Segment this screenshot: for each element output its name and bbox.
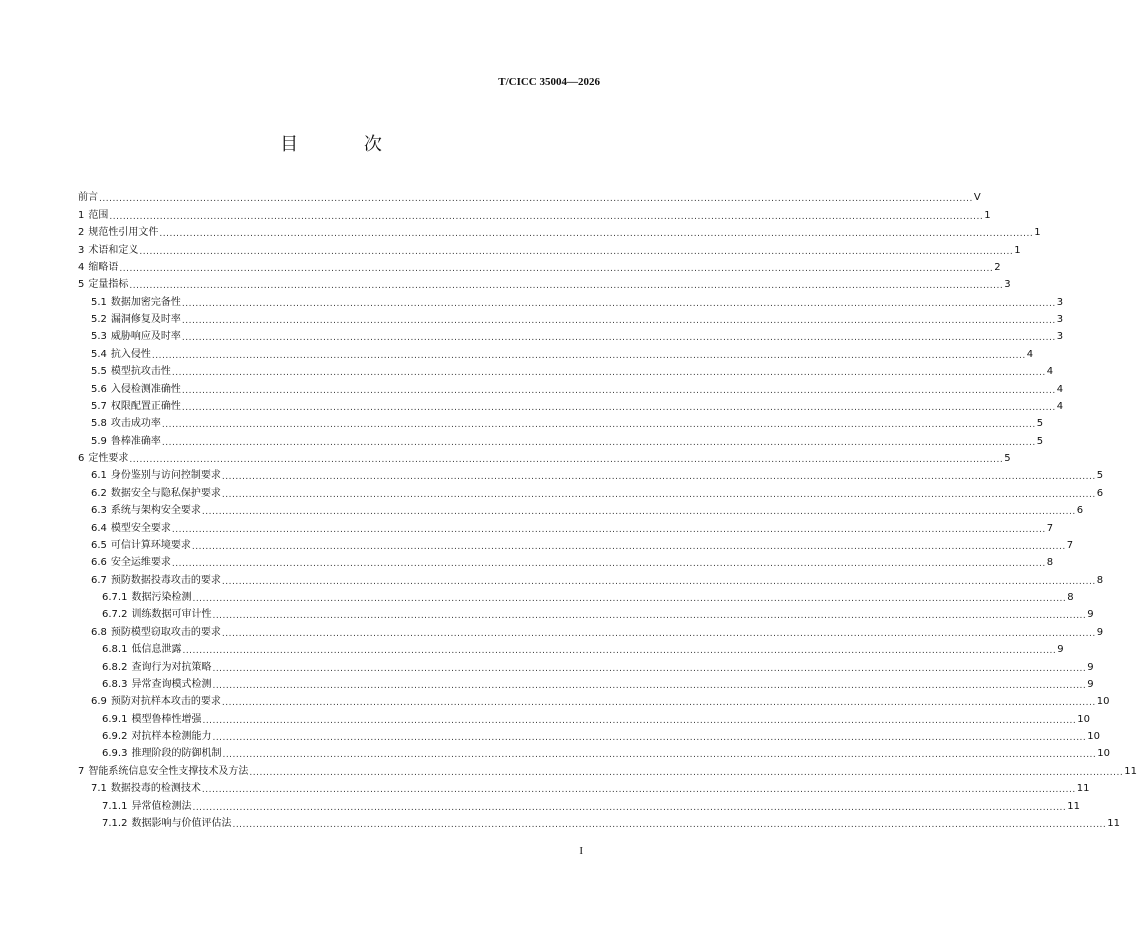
- toc-entry-label: [91, 575, 221, 587]
- dot-leader: ....................................................................................................................................................................................................................................................................: [202, 715, 1077, 726]
- toc-entry-label: [91, 401, 181, 413]
- toc-entry-text: 模型安全要求: [110, 522, 171, 534]
- dot-leader: ....................................................................................................................................................................................................................................................................: [161, 420, 1036, 431]
- toc-entry[interactable]: [78, 222, 1041, 240]
- toc-entry-number: 5.6: [91, 383, 107, 395]
- toc-entry-page: 10: [1097, 748, 1111, 760]
- dot-leader: ....................................................................................................................................................................................................................................................................: [129, 281, 1004, 292]
- toc-entry-text: 范围: [88, 209, 109, 221]
- toc-entry-page: 11: [1076, 783, 1090, 795]
- toc-entry-text: 缩略语: [88, 261, 119, 273]
- toc-entry[interactable]: [78, 569, 1104, 587]
- toc-entry-number: 6.7.1: [102, 592, 128, 603]
- toc-entry[interactable]: [78, 795, 1081, 813]
- toc-entry[interactable]: [78, 760, 1137, 778]
- toc-entry-number: 6.9.1: [102, 713, 128, 725]
- toc-entry-page: 11: [1107, 817, 1121, 829]
- toc-entry[interactable]: [78, 500, 1084, 518]
- dot-leader: ....................................................................................................................................................................................................................................................................: [232, 819, 1107, 830]
- toc-entry-text: 可信计算环境要求: [110, 539, 191, 551]
- toc-entry[interactable]: [78, 517, 1054, 535]
- table-of-contents: [78, 187, 1137, 830]
- toc-entry-number: 6.1: [91, 470, 107, 482]
- toc-entry-text: 预防数据投毒攻击的要求: [110, 574, 221, 586]
- toc-entry[interactable]: [78, 448, 1011, 465]
- toc-entry-label: [102, 801, 191, 813]
- toc-entry-number: 5.7: [91, 400, 107, 412]
- toc-entry[interactable]: [78, 552, 1054, 570]
- toc-entry-number: 6.8: [91, 626, 107, 638]
- toc-entry-page: 3: [1004, 279, 1011, 291]
- dot-leader: ....................................................................................................................................................................................................................................................................: [181, 298, 1056, 309]
- toc-entry-number: 6.8.2: [102, 661, 128, 673]
- toc-entry[interactable]: [78, 587, 1074, 604]
- toc-entry-text: 规范性引用文件: [88, 227, 159, 239]
- toc-entry[interactable]: [78, 604, 1094, 622]
- toc-entry-number: 7.1: [91, 783, 107, 795]
- dot-leader: ....................................................................................................................................................................................................................................................................: [221, 489, 1096, 500]
- toc-entry-number: 5: [78, 279, 85, 291]
- toc-entry[interactable]: [78, 813, 1121, 830]
- toc-entry-label: [78, 453, 128, 465]
- toc-entry-page: 1: [984, 209, 991, 221]
- toc-entry-number: 7.1.1: [102, 800, 128, 812]
- toc-entry-page: 1: [1034, 227, 1041, 239]
- toc-entry[interactable]: [78, 378, 1064, 396]
- toc-entry-page: 4: [1056, 400, 1064, 412]
- toc-entry-page: 5: [1036, 418, 1044, 430]
- toc-entry-number: 5.8: [91, 418, 107, 430]
- toc-entry-page: 2: [994, 261, 1001, 273]
- toc-entry-text: 数据污染检测: [131, 592, 192, 603]
- toc-entry-text: 鲁棒准确率: [110, 435, 161, 447]
- toc-entry-text: 攻击成功率: [110, 418, 161, 430]
- toc-entry-label: [102, 644, 181, 656]
- toc-entry-page: 3: [1056, 314, 1064, 325]
- toc-entry-page: 10: [1087, 731, 1101, 742]
- dot-leader: ....................................................................................................................................................................................................................................................................: [212, 663, 1087, 674]
- toc-entry-text: 模型抗攻击性: [110, 366, 171, 378]
- toc-entry-label: [78, 262, 118, 274]
- toc-entry-text: 异常查询模式检测: [131, 678, 212, 690]
- page-number: I: [579, 845, 583, 857]
- toc-entry-page: 5: [1096, 470, 1104, 482]
- toc-entry-text: 异常值检测法: [131, 800, 192, 812]
- toc-entry-number: 6.7: [91, 574, 107, 586]
- dot-leader: ....................................................................................................................................................................................................................................................................: [161, 437, 1036, 448]
- toc-entry-page: 9: [1087, 609, 1094, 621]
- toc-entry[interactable]: [78, 274, 1011, 292]
- dot-leader: ....................................................................................................................................................................................................................................................................: [181, 385, 1056, 396]
- toc-entry-page: 3: [1056, 331, 1064, 343]
- toc-entry[interactable]: [78, 239, 1021, 257]
- toc-entry[interactable]: [78, 430, 1044, 448]
- toc-entry-label: [91, 314, 181, 326]
- dot-leader: ....................................................................................................................................................................................................................................................................: [212, 611, 1087, 622]
- toc-entry-text: 数据安全与隐私保护要求: [110, 487, 221, 499]
- toc-entry[interactable]: [78, 361, 1054, 379]
- toc-entry-text: 对抗样本检测能力: [131, 731, 212, 742]
- toc-entry[interactable]: [78, 535, 1074, 552]
- toc-entry[interactable]: [78, 291, 1064, 309]
- toc-entry-label: [102, 609, 211, 621]
- toc-entry-label: [102, 662, 211, 674]
- toc-entry-number: 6.7.2: [102, 609, 128, 621]
- toc-entry-label: [91, 523, 171, 535]
- toc-entry-text: 训练数据可审计性: [131, 609, 212, 621]
- toc-entry-text: 预防对抗样本攻击的要求: [110, 696, 221, 708]
- toc-entry-page: 6: [1076, 505, 1084, 517]
- toc-entry-page: 6: [1096, 487, 1104, 499]
- dot-leader: ....................................................................................................................................................................................................................................................................: [192, 594, 1067, 604]
- toc-entry-label: [91, 783, 201, 795]
- toc-entry-text: 系统与架构安全要求: [110, 505, 201, 517]
- toc-entry-label: [91, 488, 221, 500]
- toc-entry-label: [102, 679, 211, 691]
- toc-entry-label: [91, 696, 221, 708]
- toc-entry-text: 定性要求: [88, 453, 129, 464]
- toc-entry[interactable]: [78, 187, 981, 205]
- toc-entry-label: [78, 227, 158, 239]
- toc-entry-page: 9: [1087, 661, 1094, 673]
- dot-leader: ....................................................................................................................................................................................................................................................................: [182, 646, 1057, 657]
- toc-entry-label: [91, 540, 191, 552]
- toc-entry-text: 数据影响与价值评估法: [131, 817, 232, 829]
- toc-entry-page: 10: [1077, 713, 1091, 725]
- toc-entry-text: 术语和定义: [88, 244, 139, 256]
- dot-leader: ....................................................................................................................................................................................................................................................................: [221, 576, 1096, 587]
- toc-entry-label: [102, 748, 221, 760]
- toc-entry-page: 8: [1096, 574, 1104, 586]
- dot-leader: ....................................................................................................................................................................................................................................................................: [249, 767, 1124, 778]
- toc-entry-text: 查询行为对抗策略: [131, 661, 212, 673]
- toc-entry-number: 6.3: [91, 505, 107, 517]
- dot-leader: ....................................................................................................................................................................................................................................................................: [171, 524, 1046, 535]
- toc-entry[interactable]: [78, 778, 1090, 796]
- toc-entry-text: 数据加密完备性: [110, 296, 181, 308]
- toc-entry-number: 6.9.2: [102, 731, 128, 742]
- toc-entry-number: 4: [78, 261, 85, 273]
- toc-entry-text: 定量指标: [88, 279, 129, 291]
- toc-entry-label: [91, 505, 201, 517]
- dot-leader: ....................................................................................................................................................................................................................................................................: [119, 263, 994, 274]
- toc-entry-text: 抗入侵性: [110, 348, 151, 360]
- toc-entry-number: 6.9: [91, 696, 107, 708]
- toc-entry-page: 7: [1066, 539, 1074, 551]
- dot-leader: ....................................................................................................................................................................................................................................................................: [139, 246, 1014, 257]
- toc-entry-number: 6.8.1: [102, 644, 128, 656]
- toc-entry-number: 6.2: [91, 487, 107, 499]
- toc-entry[interactable]: [78, 413, 1044, 431]
- toc-entry-label: [102, 731, 211, 743]
- dot-leader: ....................................................................................................................................................................................................................................................................: [192, 802, 1067, 813]
- dot-leader: ....................................................................................................................................................................................................................................................................: [99, 194, 973, 205]
- toc-entry[interactable]: [78, 621, 1104, 639]
- toc-entry-label: [91, 297, 181, 309]
- toc-entry-page: 9: [1096, 626, 1104, 638]
- toc-entry-label: [91, 418, 161, 430]
- toc-entry[interactable]: [78, 656, 1094, 674]
- toc-entry-number: 7: [78, 765, 85, 777]
- toc-entry-number: 2: [78, 227, 85, 239]
- toc-entry[interactable]: [78, 691, 1110, 709]
- toc-entry-number: 6.9.3: [102, 748, 128, 760]
- dot-leader: ....................................................................................................................................................................................................................................................................: [191, 541, 1066, 552]
- toc-entry-page: 1: [1014, 244, 1021, 256]
- toc-entry-page: 9: [1057, 644, 1064, 656]
- toc-entry-number: 3: [78, 244, 85, 256]
- toc-entry-text: 漏洞修复及时率: [110, 314, 181, 325]
- dot-leader: ....................................................................................................................................................................................................................................................................: [221, 628, 1096, 639]
- toc-entry-text: 智能系统信息安全性支撑技术及方法: [88, 765, 249, 777]
- toc-entry-label: [78, 210, 108, 222]
- toc-entry[interactable]: [78, 204, 991, 222]
- toc-entry-text: 数据投毒的检测技术: [110, 783, 201, 795]
- toc-entry[interactable]: [78, 396, 1064, 413]
- dot-leader: ....................................................................................................................................................................................................................................................................: [212, 733, 1087, 743]
- toc-entry-text: 预防模型窃取攻击的要求: [110, 626, 221, 638]
- dot-leader: ....................................................................................................................................................................................................................................................................: [159, 229, 1034, 240]
- toc-entry[interactable]: [78, 639, 1064, 657]
- toc-entry-number: 6.5: [91, 539, 107, 551]
- toc-entry-page: 8: [1067, 592, 1074, 603]
- toc-entry-number: 1: [78, 209, 85, 221]
- toc-entry-page: 11: [1067, 800, 1081, 812]
- toc-entry-text: 模型鲁棒性增强: [131, 713, 202, 725]
- toc-entry-label: [78, 766, 248, 778]
- toc-entry-label: [78, 245, 138, 257]
- toc-entry[interactable]: [78, 257, 1001, 274]
- toc-entry-text: 权限配置正确性: [110, 400, 181, 412]
- toc-entry[interactable]: [78, 309, 1064, 326]
- toc-entry-number: 6.4: [91, 522, 107, 534]
- toc-entry-number: 6.8.3: [102, 678, 128, 690]
- toc-entry-page: 7: [1046, 522, 1054, 534]
- dot-leader: ....................................................................................................................................................................................................................................................................: [181, 402, 1056, 413]
- toc-entry-page: 4: [1046, 366, 1054, 378]
- toc-entry-page: 11: [1124, 765, 1137, 777]
- toc-entry-label: [91, 627, 221, 639]
- toc-entry-label: [91, 384, 181, 396]
- toc-entry-label: [91, 470, 221, 482]
- toc-entry-label: [102, 592, 191, 604]
- dot-leader: ....................................................................................................................................................................................................................................................................: [201, 785, 1076, 796]
- toc-entry-number: 6.6: [91, 557, 107, 569]
- dot-leader: ....................................................................................................................................................................................................................................................................: [201, 507, 1076, 518]
- toc-entry-number: 5.5: [91, 366, 107, 378]
- toc-entry-page: 5: [1004, 453, 1011, 464]
- toc-entry-text: 前言: [78, 192, 98, 204]
- toc-entry-label: [91, 557, 171, 569]
- toc-entry-text: 推理阶段的防御机制: [131, 748, 222, 760]
- toc-entry[interactable]: [78, 674, 1094, 691]
- toc-entry-label: [91, 349, 151, 361]
- toc-entry-label: [91, 366, 171, 378]
- toc-entry-page: 9: [1087, 678, 1094, 690]
- dot-leader: ....................................................................................................................................................................................................................................................................: [129, 455, 1004, 465]
- toc-entry-page: 10: [1096, 696, 1110, 708]
- toc-entry[interactable]: [78, 343, 1034, 361]
- document-code: T/CICC 35004—2026: [498, 76, 600, 88]
- dot-leader: ....................................................................................................................................................................................................................................................................: [181, 333, 1056, 344]
- toc-entry-page: V: [973, 192, 981, 204]
- toc-entry-number: 5.3: [91, 331, 107, 343]
- toc-entry-text: 身份鉴别与访问控制要求: [110, 470, 221, 482]
- toc-entry-text: 威胁响应及时率: [110, 331, 181, 343]
- toc-entry-number: 5.9: [91, 435, 107, 447]
- toc-entry-number: 5.2: [91, 314, 107, 325]
- toc-entry[interactable]: [78, 708, 1091, 726]
- page-title: 目 次: [280, 134, 412, 155]
- toc-entry-page: 3: [1056, 296, 1064, 308]
- dot-leader: ....................................................................................................................................................................................................................................................................: [181, 316, 1056, 326]
- toc-entry-page: 5: [1036, 435, 1044, 447]
- toc-entry-page: 4: [1056, 383, 1064, 395]
- dot-leader: ....................................................................................................................................................................................................................................................................: [221, 698, 1096, 709]
- toc-entry-number: 5.1: [91, 296, 107, 308]
- dot-leader: ....................................................................................................................................................................................................................................................................: [212, 680, 1087, 691]
- toc-entry[interactable]: [78, 465, 1104, 483]
- toc-entry-number: 6: [78, 453, 85, 464]
- dot-leader: ....................................................................................................................................................................................................................................................................: [151, 350, 1026, 361]
- dot-leader: ....................................................................................................................................................................................................................................................................: [171, 559, 1046, 570]
- dot-leader: ....................................................................................................................................................................................................................................................................: [109, 211, 984, 222]
- dot-leader: ....................................................................................................................................................................................................................................................................: [222, 750, 1097, 761]
- toc-entry-label: [91, 331, 181, 343]
- toc-entry-page: 4: [1026, 348, 1034, 360]
- toc-entry-label: [102, 714, 201, 726]
- toc-entry[interactable]: [78, 726, 1101, 743]
- toc-entry-text: 低信息泄露: [131, 644, 182, 656]
- toc-entry-label: [91, 436, 161, 448]
- toc-entry-page: 8: [1046, 557, 1054, 569]
- dot-leader: ....................................................................................................................................................................................................................................................................: [171, 368, 1046, 379]
- toc-entry-text: 安全运维要求: [110, 557, 171, 569]
- toc-entry-label: [78, 192, 98, 204]
- toc-entry[interactable]: [78, 482, 1104, 500]
- toc-entry[interactable]: [78, 326, 1064, 344]
- toc-entry-label: [78, 279, 128, 291]
- toc-entry-number: 7.1.2: [102, 817, 128, 829]
- dot-leader: ....................................................................................................................................................................................................................................................................: [221, 472, 1096, 483]
- toc-entry-text: 入侵检测准确性: [110, 383, 181, 395]
- toc-entry-number: 5.4: [91, 348, 107, 360]
- toc-entry[interactable]: [78, 743, 1111, 761]
- toc-entry-label: [102, 818, 231, 830]
